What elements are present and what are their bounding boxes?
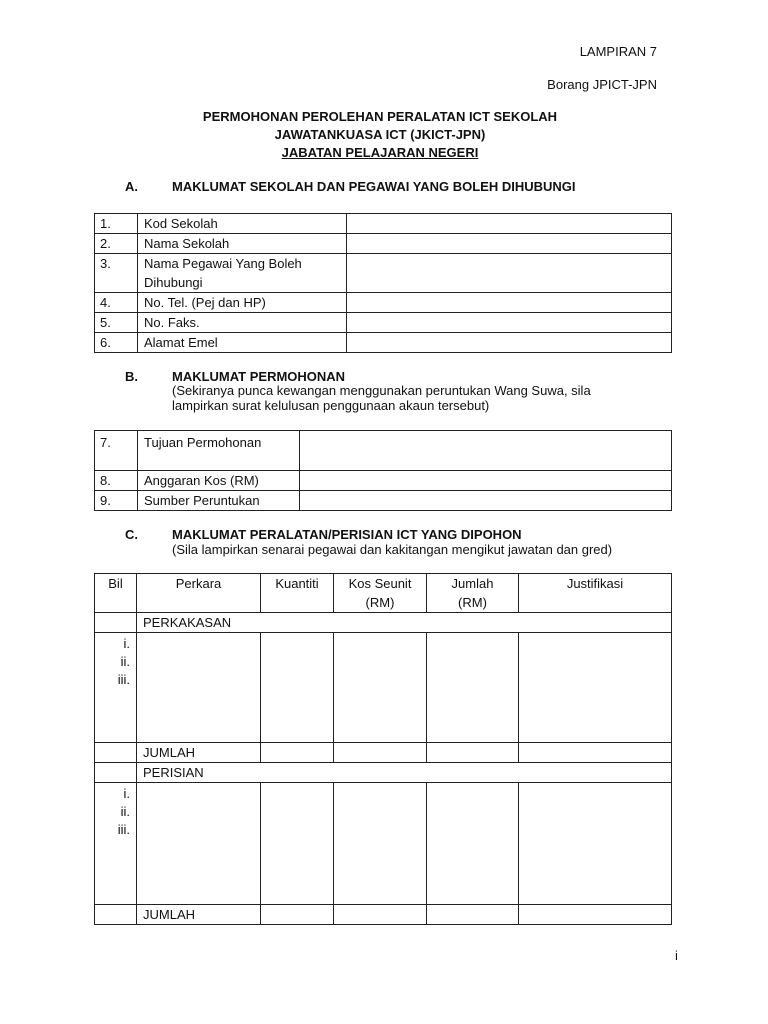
table-row <box>95 313 672 333</box>
department-title-wrap <box>0 145 760 160</box>
jumlah-label: Jumlah <box>451 576 494 591</box>
lampiran-label: LAMPIRAN 7 <box>579 44 657 59</box>
row-label-continued: Dihubungi <box>144 275 203 290</box>
row-label: No. Faks. <box>138 313 347 333</box>
roman-list <box>95 633 137 743</box>
column-header-bil: Bil <box>95 574 137 613</box>
kos-seunit-unit: (RM) <box>365 595 395 610</box>
bil-cell <box>95 763 137 783</box>
jumlah-field[interactable] <box>427 783 519 905</box>
row-number: 2. <box>95 234 138 254</box>
row-number: 6. <box>95 333 138 353</box>
justifikasi-field[interactable] <box>519 783 672 905</box>
row-label: Nama Pegawai Yang Boleh <box>144 256 302 271</box>
column-header-kuantiti: Kuantiti <box>261 574 334 613</box>
table-row <box>95 254 672 293</box>
column-header-jumlah <box>427 574 519 613</box>
perkara-field[interactable] <box>137 783 261 905</box>
table-row <box>95 234 672 254</box>
section-a-letter: A. <box>125 179 138 194</box>
table-header-row <box>95 574 672 613</box>
group-heading-perkakasan: PERKAKASAN <box>137 613 672 633</box>
roman-item: i. <box>123 636 130 651</box>
bil-cell <box>95 613 137 633</box>
row-label: No. Tel. (Pej dan HP) <box>138 293 347 313</box>
bil-cell <box>95 743 137 763</box>
section-b-title: MAKLUMAT PERMOHONAN <box>172 369 346 384</box>
row-number: 7. <box>95 431 138 471</box>
table-row <box>95 333 672 353</box>
section-c-title: MAKLUMAT PERALATAN/PERISIAN ICT YANG DIPOHON <box>172 527 522 542</box>
alamat-emel-field[interactable] <box>347 333 672 353</box>
total-row <box>95 905 672 925</box>
nama-sekolah-field[interactable] <box>347 234 672 254</box>
section-b-letter: B. <box>125 369 138 384</box>
row-number: 1. <box>95 214 138 234</box>
section-c-table <box>94 573 672 925</box>
table-row <box>95 491 672 511</box>
column-header-perkara: Perkara <box>137 574 261 613</box>
row-number: 5. <box>95 313 138 333</box>
total-kos-seunit-field[interactable] <box>334 905 427 925</box>
section-c-letter: C. <box>125 527 138 542</box>
kuantiti-field[interactable] <box>261 633 334 743</box>
kos-seunit-field[interactable] <box>334 633 427 743</box>
roman-item: iii. <box>117 822 130 837</box>
total-label: JUMLAH <box>137 743 261 763</box>
committee-title: JAWATANKUASA ICT (JKICT-JPN) <box>274 127 486 142</box>
form-title: PERMOHONAN PEROLEHAN PERALATAN ICT SEKOLAH <box>202 109 558 124</box>
row-label: Alamat Emel <box>138 333 347 353</box>
item-rows <box>95 783 672 905</box>
row-label-multiline <box>138 254 347 293</box>
section-a-title: MAKLUMAT SEKOLAH DAN PEGAWAI YANG BOLEH DIHUBUNGI <box>172 179 576 194</box>
roman-item: i. <box>123 786 130 801</box>
total-jumlah-field[interactable] <box>427 905 519 925</box>
roman-item: iii. <box>117 672 130 687</box>
row-label: Anggaran Kos (RM) <box>138 471 300 491</box>
total-kos-seunit-field[interactable] <box>334 743 427 763</box>
section-b-table <box>94 430 672 511</box>
sumber-peruntukan-field[interactable] <box>300 491 672 511</box>
roman-list <box>95 783 137 905</box>
tujuan-permohonan-field[interactable] <box>300 431 672 471</box>
page-number: i <box>675 948 678 963</box>
column-header-kos-seunit <box>334 574 427 613</box>
department-title: JABATAN PELAJARAN NEGERI <box>281 145 479 160</box>
kuantiti-field[interactable] <box>261 783 334 905</box>
jumlah-unit: (RM) <box>458 595 487 610</box>
borang-label: Borang JPICT-JPN <box>547 77 657 92</box>
roman-item: ii. <box>120 804 130 819</box>
total-kuantiti-field[interactable] <box>261 743 334 763</box>
roman-item: ii. <box>120 654 130 669</box>
row-number: 8. <box>95 471 138 491</box>
group-heading-perisian: PERISIAN <box>137 763 672 783</box>
total-jumlah-field[interactable] <box>427 743 519 763</box>
item-rows <box>95 633 672 743</box>
no-faks-field[interactable] <box>347 313 672 333</box>
kod-sekolah-field[interactable] <box>347 214 672 234</box>
group-heading-row <box>95 613 672 633</box>
table-row <box>95 471 672 491</box>
perkara-field[interactable] <box>137 633 261 743</box>
justifikasi-field[interactable] <box>519 633 672 743</box>
row-number: 3. <box>95 254 138 293</box>
no-tel-field[interactable] <box>347 293 672 313</box>
nama-pegawai-field[interactable] <box>347 254 672 293</box>
section-a-table <box>94 213 672 353</box>
total-row <box>95 743 672 763</box>
row-label: Kod Sekolah <box>138 214 347 234</box>
row-label: Nama Sekolah <box>138 234 347 254</box>
section-b-note-line2: lampirkan surat kelulusan penggunaan akaun tersebut) <box>172 398 490 413</box>
row-number: 9. <box>95 491 138 511</box>
section-c-note: (Sila lampirkan senarai pegawai dan kakitangan mengikut jawatan dan gred) <box>172 542 613 557</box>
bil-cell <box>95 905 137 925</box>
row-number: 4. <box>95 293 138 313</box>
section-b-note-line1: (Sekiranya punca kewangan menggunakan peruntukan Wang Suwa, sila <box>172 383 591 398</box>
row-label: Sumber Peruntukan <box>138 491 300 511</box>
total-kuantiti-field[interactable] <box>261 905 334 925</box>
column-header-justifikasi: Justifikasi <box>519 574 672 613</box>
kos-seunit-label: Kos Seunit <box>348 576 412 591</box>
table-row <box>95 431 672 471</box>
total-justifikasi-field[interactable] <box>519 743 672 763</box>
jumlah-field[interactable] <box>427 633 519 743</box>
group-heading-row <box>95 763 672 783</box>
table-row <box>95 293 672 313</box>
total-label: JUMLAH <box>137 905 261 925</box>
anggaran-kos-field[interactable] <box>300 471 672 491</box>
row-label: Tujuan Permohonan <box>138 431 300 471</box>
kos-seunit-field[interactable] <box>334 783 427 905</box>
total-justifikasi-field[interactable] <box>519 905 672 925</box>
table-row <box>95 214 672 234</box>
